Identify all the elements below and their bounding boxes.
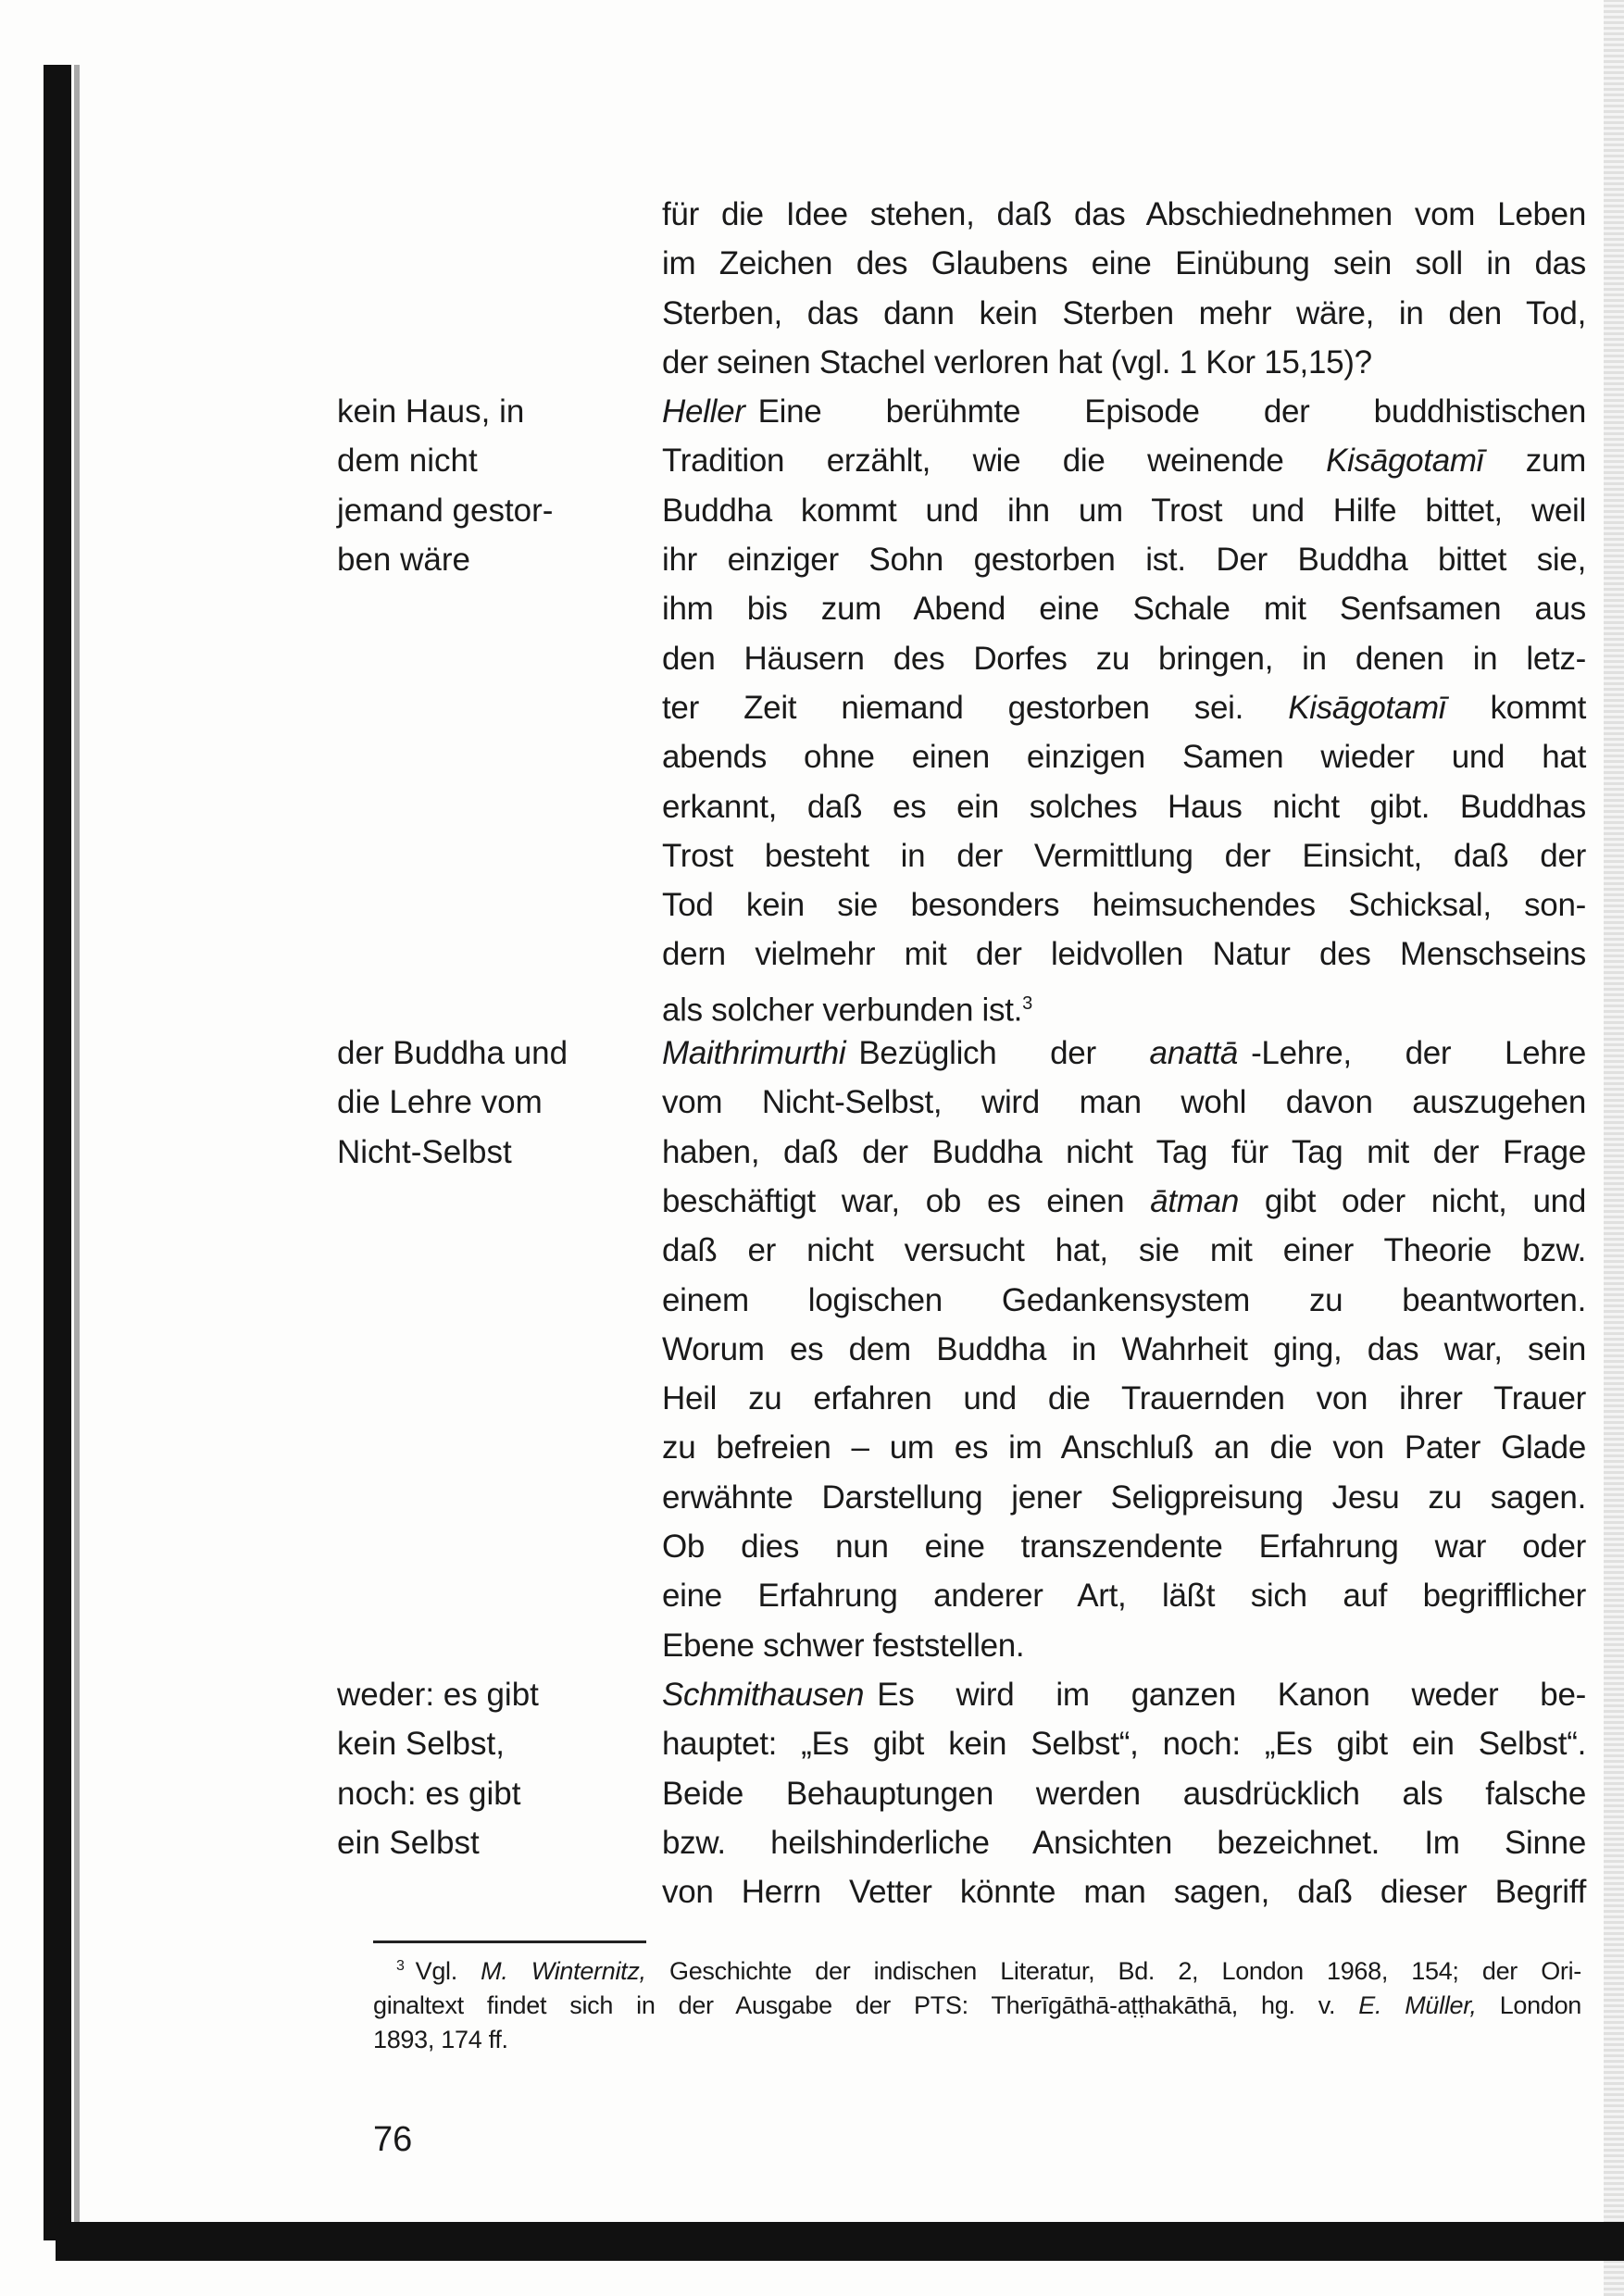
- scan-binding-shadow: [44, 65, 71, 2240]
- footnote-reference: 3: [1022, 992, 1032, 1014]
- text-line: [662, 1177, 1586, 1226]
- text-line: [662, 1276, 1586, 1325]
- text-line: [662, 980, 1586, 1029]
- text-segment: Buddha kommt und ihn um Trost und Hilfe bittet, weil: [662, 492, 1586, 529]
- italic-text: Heller: [662, 393, 745, 430]
- text-segment: im Zeichen des Glaubens eine Einübung sein soll in das: [662, 245, 1586, 282]
- text-segment: der seinen Stachel verloren hat (vgl. 1 Kor 15,15)?: [662, 343, 1372, 381]
- text-segment: Worum es dem Buddha in Wahrheit ging, das war, sein: [662, 1330, 1586, 1367]
- text-segment: Tradition erzählt, wie die weinende: [662, 443, 1327, 480]
- text-line: [662, 634, 1586, 683]
- text-segment: den Häusern des Dorfes zu bringen, in denen in letz-: [662, 640, 1586, 677]
- text-line: [662, 732, 1586, 781]
- margin-note-line: der Buddha und: [337, 1035, 568, 1072]
- margin-note-line: kein Selbst,: [337, 1726, 505, 1763]
- margin-note: [337, 1670, 633, 1867]
- text-segment: Es wird im ganzen Kanon weder be-: [877, 1676, 1586, 1713]
- text-segment: für die Idee stehen, daß das Abschiednehmen vom Leben: [662, 196, 1586, 232]
- italic-text: Maithrimurthi: [662, 1035, 846, 1072]
- text-line: [662, 1473, 1586, 1522]
- footnote-number: 3: [396, 1958, 405, 1974]
- margin-note-line: Nicht-Selbst: [337, 1133, 512, 1170]
- text-segment: erwähnte Darstellung jener Seligpreisung Jesu zu sagen.: [662, 1479, 1586, 1516]
- text-segment: -Lehre, der Lehre: [1251, 1035, 1586, 1072]
- text-line: [662, 436, 1586, 485]
- text-segment: ginaltext findet sich in der Ausgabe der PTS: Therīgāthā-aṭṭhakāthā, hg. v.: [373, 1991, 1359, 2019]
- margin-note-line: weder: es gibt: [337, 1677, 539, 1713]
- text-segment: eine Erfahrung anderer Art, läßt sich auf begrifflicher: [662, 1578, 1586, 1615]
- footnote-line: [373, 1949, 1581, 1989]
- text-line: [662, 535, 1586, 584]
- text-line: [662, 1719, 1586, 1768]
- text-line: [662, 930, 1586, 979]
- text-line: [662, 486, 1586, 535]
- text-segment: Vgl.: [415, 1957, 481, 1985]
- text-segment: Eine berühmte Episode der buddhistischen: [757, 393, 1586, 430]
- margin-note-line: jemand gestor-: [337, 492, 554, 529]
- text-line: [662, 831, 1586, 880]
- text-line: [662, 1128, 1586, 1177]
- text-segment: haben, daß der Buddha nicht Tag für Tag mit der Frage: [662, 1133, 1586, 1170]
- text-segment: zu befreien – um es im Anschluß an die von Pater Glade: [662, 1429, 1586, 1466]
- text-segment: abends ohne einen einzigen Samen wieder und hat: [662, 739, 1586, 776]
- text-segment: Beide Behauptungen werden ausdrücklich als falsche: [662, 1775, 1586, 1812]
- margin-note-line: die Lehre vom: [337, 1084, 543, 1121]
- text-segment: Geschichte der indischen Literatur, Bd. 2, London 1968, 154; der Ori-: [645, 1957, 1581, 1985]
- text-line: [662, 1522, 1586, 1571]
- margin-note-line: ein Selbst: [337, 1824, 480, 1861]
- speaker-paragraph-start: [662, 387, 1586, 436]
- text-segment: ihr einziger Sohn gestorben ist. Der Buddha bittet sie,: [662, 542, 1586, 579]
- footnote-line: [373, 1989, 1581, 2023]
- text-segment: beschäftigt war, ob es einen: [662, 1182, 1151, 1219]
- text-segment: Ebene schwer feststellen.: [662, 1627, 1025, 1664]
- margin-note-line: kein Haus, in: [337, 393, 525, 430]
- speaker-paragraph-start: [662, 1029, 1586, 1078]
- italic-text: Kisāgotamī: [1326, 443, 1484, 480]
- text-segment: gibt oder nicht, und: [1239, 1182, 1586, 1219]
- text-segment: hauptet: „Es gibt kein Selbst“, noch: „Es gibt ein Selbst“.: [662, 1726, 1586, 1763]
- footnote-rule: [373, 1940, 646, 1943]
- text-segment: Sterben, das dann kein Sterben mehr wäre, in den Tod,: [662, 294, 1586, 331]
- scan-edge-right: [1604, 0, 1624, 2296]
- italic-text: Kisāgotamī: [1288, 689, 1446, 726]
- italic-text: ātman: [1150, 1182, 1240, 1219]
- text-line: [662, 782, 1586, 831]
- footnote: [373, 1949, 1581, 2057]
- text-segment: ter Zeit niemand gestorben sei.: [662, 689, 1289, 726]
- text-line: [662, 1769, 1586, 1818]
- text-line: [662, 1621, 1586, 1670]
- margin-note-line: dem nicht: [337, 443, 478, 480]
- text-line: [662, 584, 1586, 633]
- margin-note-line: noch: es gibt: [337, 1775, 521, 1812]
- text-segment: als solcher verbunden ist.: [662, 992, 1023, 1029]
- text-line: [662, 1078, 1586, 1127]
- italic-text: anattā: [1149, 1035, 1239, 1072]
- text-line: [662, 1867, 1586, 1916]
- text-segment: London: [1476, 1991, 1582, 2019]
- text-segment: Bezüglich der: [858, 1035, 1150, 1072]
- text-segment: Heil zu erfahren und die Trauernden von ihrer Trauer: [662, 1380, 1586, 1417]
- text-segment: einem logischen Gedankensystem zu beantworten.: [662, 1281, 1586, 1318]
- text-line: [662, 683, 1586, 732]
- text-line: [662, 1423, 1586, 1472]
- scan-binding-shadow-light: [74, 65, 80, 2240]
- main-text-column: [662, 190, 1586, 1916]
- text-line: [662, 880, 1586, 930]
- margin-note-line: ben wäre: [337, 542, 470, 579]
- italic-text: M. Winternitz,: [481, 1957, 646, 1985]
- text-segment: zum: [1483, 443, 1586, 480]
- speaker-paragraph-start: [662, 1670, 1586, 1719]
- text-segment: erkannt, daß es ein solches Haus nicht gibt. Buddhas: [662, 788, 1586, 825]
- text-segment: ihm bis zum Abend eine Schale mit Senfsamen aus: [662, 591, 1586, 628]
- text-segment: vom Nicht-Selbst, wird man wohl davon auszugehen: [662, 1084, 1586, 1121]
- text-segment: dern vielmehr mit der leidvollen Natur des Menschseins: [662, 936, 1586, 973]
- italic-text: Schmithausen: [662, 1676, 865, 1713]
- margin-note: [337, 387, 633, 584]
- text-segment: Ob dies nun eine transzendente Erfahrung war oder: [662, 1529, 1586, 1566]
- text-segment: Tod kein sie besonders heimsuchendes Schicksal, son-: [662, 887, 1586, 924]
- margin-note: [337, 1029, 633, 1177]
- text-segment: 1893, 174 ff.: [373, 2026, 508, 2053]
- text-line: [662, 1226, 1586, 1275]
- text-line: [662, 338, 1586, 387]
- text-segment: von Herrn Vetter könnte man sagen, daß dieser Begriff: [662, 1874, 1586, 1911]
- text-line: [662, 1374, 1586, 1423]
- text-line: [662, 239, 1586, 288]
- page-number: 76: [373, 2120, 413, 2159]
- text-line: [662, 289, 1586, 338]
- footnote-line: [373, 2023, 1581, 2057]
- text-segment: kommt: [1445, 689, 1586, 726]
- text-segment: bzw. heilshinderliche Ansichten bezeichnet. Im Sinne: [662, 1824, 1586, 1861]
- text-line: [662, 1818, 1586, 1867]
- scan-edge-bottom: [56, 2222, 1624, 2261]
- text-segment: Trost besteht in der Vermittlung der Einsicht, daß der: [662, 837, 1586, 874]
- italic-text: E. Müller,: [1358, 1991, 1477, 2019]
- text-line: [662, 190, 1586, 239]
- text-segment: daß er nicht versucht hat, sie mit einer Theorie bzw.: [662, 1232, 1586, 1269]
- text-line: [662, 1325, 1586, 1374]
- text-line: [662, 1571, 1586, 1620]
